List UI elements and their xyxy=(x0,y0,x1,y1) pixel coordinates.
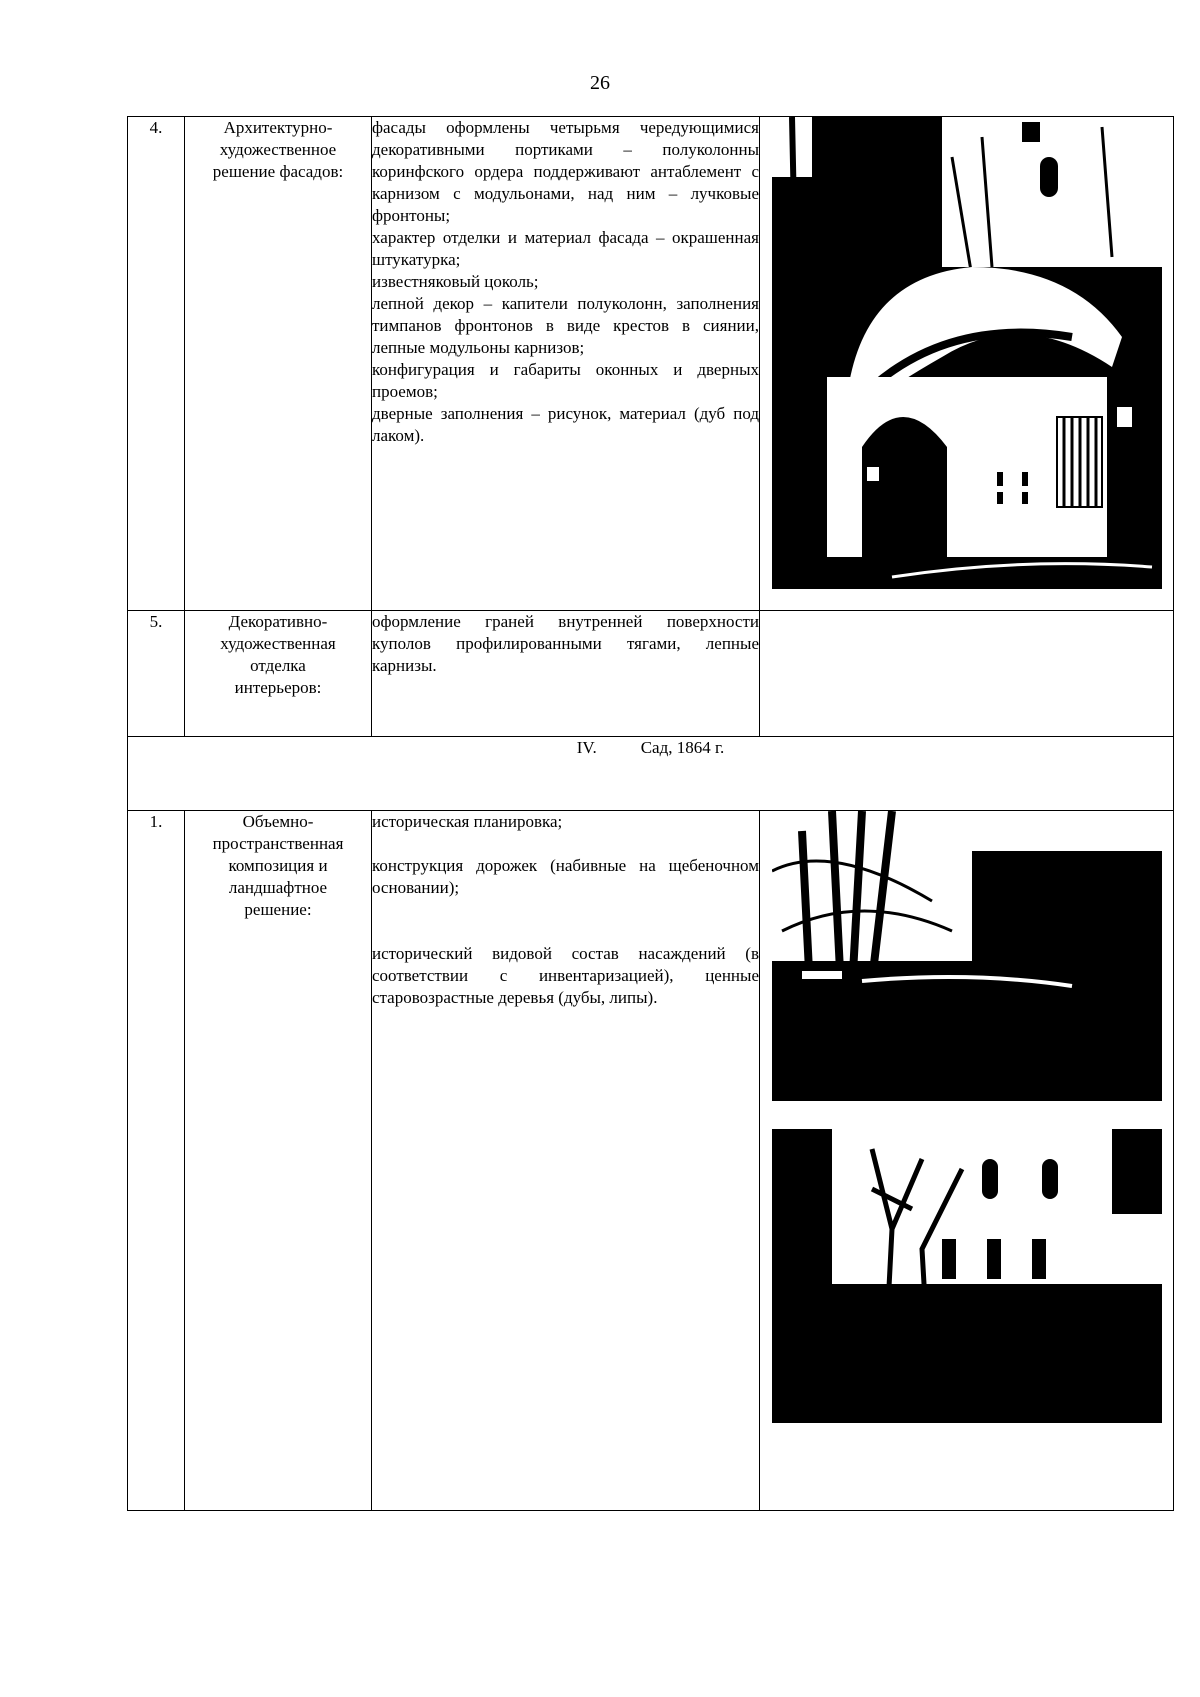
photo-cell xyxy=(760,811,1174,1511)
table-row xyxy=(128,117,1174,611)
element-name-line: пространственная xyxy=(212,834,344,853)
element-description xyxy=(372,811,760,1511)
element-description xyxy=(372,117,760,611)
element-name xyxy=(185,811,372,1511)
element-name-line: композиция и xyxy=(228,856,328,875)
table-row xyxy=(128,811,1174,1511)
element-name-line: художественная xyxy=(220,634,336,653)
section-number: IV. xyxy=(576,738,597,757)
element-name-line: отделка xyxy=(250,656,306,675)
description-paragraph: фасады оформлены четырьмя чередующимися декоративными портиками – полуколонны коринфского ордера поддерживают антаблемент с карнизом с модульонами, над ним – лучковые фронтоны; xyxy=(372,118,759,225)
section-header xyxy=(128,737,1174,811)
element-description xyxy=(372,611,760,737)
row-number: 1. xyxy=(128,811,185,1511)
row-number: 5. xyxy=(128,611,185,737)
description-paragraph: исторический видовой состав насаждений (в соответствии с инвентаризацией), ценные старовозрастные деревья (дубы, липы). xyxy=(372,944,759,1007)
description-paragraph: конструкция дорожек (набивные на щебеночном основании); xyxy=(372,856,759,897)
description-paragraph: лепной декор – капители полуколонн, заполнения тимпанов фронтонов в виде крестов в сиянии, лепные модульоны карнизов; xyxy=(372,294,759,357)
photo-cell xyxy=(760,611,1174,737)
element-name-line: Архитектурно- xyxy=(223,118,333,137)
description-paragraph: дверные заполнения – рисунок, материал (дуб под лаком). xyxy=(372,404,759,445)
monument-elements-table xyxy=(127,116,1174,1511)
element-name-line: решение: xyxy=(244,900,312,919)
section-header-row xyxy=(128,737,1174,811)
element-name-line: Декоративно- xyxy=(228,612,328,631)
description-paragraph: историческая планировка; xyxy=(372,812,563,831)
element-name-line: решение фасадов: xyxy=(212,162,344,181)
description-paragraph: оформление граней внутренней поверхности куполов профилированными тягами, лепные карнизы. xyxy=(372,612,759,675)
element-name xyxy=(185,611,372,737)
description-paragraph: характер отделки и материал фасада – окрашенная штукатурка; xyxy=(372,228,759,269)
section-title: Сад, 1864 г. xyxy=(640,738,725,757)
table-row xyxy=(128,611,1174,737)
chapel-facade-photo xyxy=(772,117,1162,589)
garden-building-photo xyxy=(772,1129,1162,1423)
element-name xyxy=(185,117,372,611)
description-paragraph: известняковый цоколь; xyxy=(372,272,539,291)
element-name-line: Объемно- xyxy=(242,812,314,831)
page-number: 26 xyxy=(590,72,610,94)
description-paragraph: конфигурация и габариты оконных и дверных проемов; xyxy=(372,360,759,401)
element-name-line: ландшафтное xyxy=(228,878,328,897)
row-number: 4. xyxy=(128,117,185,611)
element-name-line: интерьеров: xyxy=(234,678,322,697)
element-name-line: художественное xyxy=(219,140,337,159)
photo-cell xyxy=(760,117,1174,611)
garden-alley-photo xyxy=(772,811,1162,1101)
